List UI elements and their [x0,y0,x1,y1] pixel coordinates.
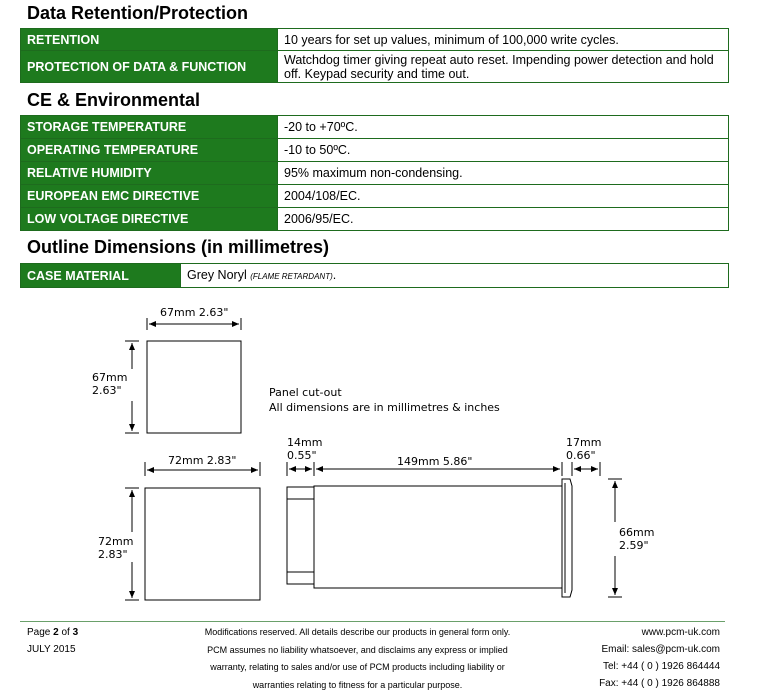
footer-divider [20,621,725,622]
page-number: Page 2 of 3 [27,627,79,638]
side-bezel [562,479,572,597]
row-value: 2004/108/EC. [278,185,729,208]
panel-height-mm-label: 67mm [92,371,128,384]
panel-width-label: 67mm 2.63" [160,306,229,319]
row-label: OPERATING TEMPERATURE [21,139,278,162]
footer-fax: Fax: +44 ( 0 ) 1926 864888 [599,678,720,689]
row-label: RETENTION [21,29,278,51]
body-length-label: 149mm 5.86" [397,455,473,468]
left-depth-in-label: 0.55" [287,449,317,462]
side-case-body [314,486,562,588]
drawing-note-line1: Panel cut-out [269,386,342,399]
footer-left [27,624,78,658]
side-height-mm-label: 66mm [619,526,655,539]
front-width-label: 72mm 2.83" [168,454,237,467]
front-height-in-label: 2.83" [98,548,128,561]
case-material-end: . [332,267,337,282]
case-material-value: Grey Noryl [187,267,247,282]
right-depth-in-label: 0.66" [566,449,596,462]
row-value: -10 to 50ºC. [278,139,729,162]
left-depth-mm-label: 14mm [287,436,323,449]
section-title-retention: Data Retention/Protection [27,3,249,23]
case-material-note: (FLAME RETARDANT) [250,271,333,281]
side-height-in-label: 2.59" [619,539,649,552]
row-label: RELATIVE HUMIDITY [21,162,278,185]
front-view-outline [145,488,260,600]
section-title-outline: Outline Dimensions (in millimetres) [27,237,330,257]
side-terminal-bottom [287,572,314,584]
footer-email[interactable]: Email: sales@pcm-uk.com [601,644,720,655]
footer-date: JULY 2015 [27,644,76,655]
footer-website[interactable]: www.pcm-uk.com [641,627,720,638]
footer-contact [599,624,720,692]
footer-tel: Tel: +44 ( 0 ) 1926 864444 [602,661,720,672]
row-value: Watchdog timer giving repeat auto reset. Impending power detection and hold off. Keypad security and time out. [278,51,729,83]
right-depth-mm-label: 17mm [566,436,602,449]
footer-disclaimer: Modifications reserved. All details describe our products in general form only. PCM assumes no liability whatsoever, and disclaims any express or implied warranty, relating to sales and/or use of PCM products including liability or warranties relating to fitness for a particular purpose. [204,627,511,690]
row-value: 2006/95/EC. [278,208,729,231]
section-title-ce: CE & Environmental [27,90,201,110]
side-terminal-top [287,487,314,499]
side-connector-block [287,499,314,572]
row-label: CASE MATERIAL [21,264,181,288]
row-label: STORAGE TEMPERATURE [21,116,278,139]
panel-cutout-outline [147,341,241,433]
row-value: 10 years for set up values, minimum of 100,000 write cycles. [278,29,729,51]
front-height-mm-label: 72mm [98,535,134,548]
panel-height-in-label: 2.63" [92,384,122,397]
row-label: EUROPEAN EMC DIRECTIVE [21,185,278,208]
drawing-note-line2: All dimensions are in millimetres & inches [269,401,500,414]
row-value: 95% maximum non-condensing. [278,162,729,185]
row-label: PROTECTION OF DATA & FUNCTION [21,51,278,83]
row-label: LOW VOLTAGE DIRECTIVE [21,208,278,231]
row-value: -20 to +70ºC. [278,116,729,139]
